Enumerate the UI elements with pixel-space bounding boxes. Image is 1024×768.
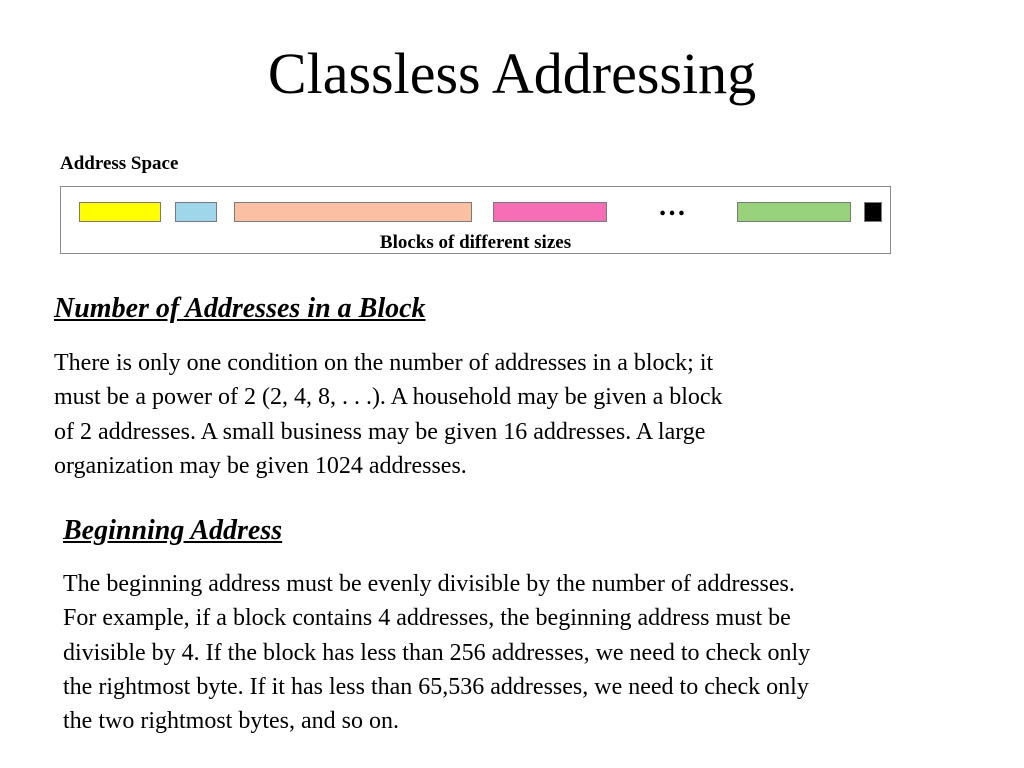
blocks-caption: Blocks of different sizes [379,232,572,253]
ellipsis: … [658,191,686,222]
paragraph-line: organization may be given 1024 addresses. [54,452,467,479]
section-paragraph-beginning-address [63,567,810,738]
block-yellow [79,202,161,222]
paragraph-line: of 2 addresses. A small business may be given 16 addresses. A large [54,418,706,445]
paragraph-line: the rightmost byte. If it has less than 65,536 addresses, we need to check only [63,673,809,700]
paragraph-line: There is only one condition on the number of addresses in a block; it [54,350,714,376]
paragraph-line: For example, if a block contains 4 addresses, the beginning address must be [63,605,791,632]
section-heading-beginning-address: Beginning Address [63,515,283,546]
block-pink [493,202,607,222]
paragraph-line: divisible by 4. If the block has less than 256 addresses, we need to check only [63,639,811,666]
address-space-label: Address Space [60,153,179,174]
paragraph-line: the two rightmost bytes, and so on. [63,708,399,735]
block-black [864,202,882,222]
paragraph-line: must be a power of 2 (2, 4, 8, . . .). A household may be given a block [54,384,723,411]
section-heading-number-of-addresses: Number of Addresses in a Block [54,293,426,324]
block-green [737,202,851,222]
section-paragraph-number-of-addresses [54,346,723,483]
paragraph-line: The beginning address must be evenly divisible by the number of addresses. [63,571,795,597]
slide-title: Classless Addressing [267,41,757,106]
block-peach [234,202,472,222]
block-light-blue [175,202,217,222]
